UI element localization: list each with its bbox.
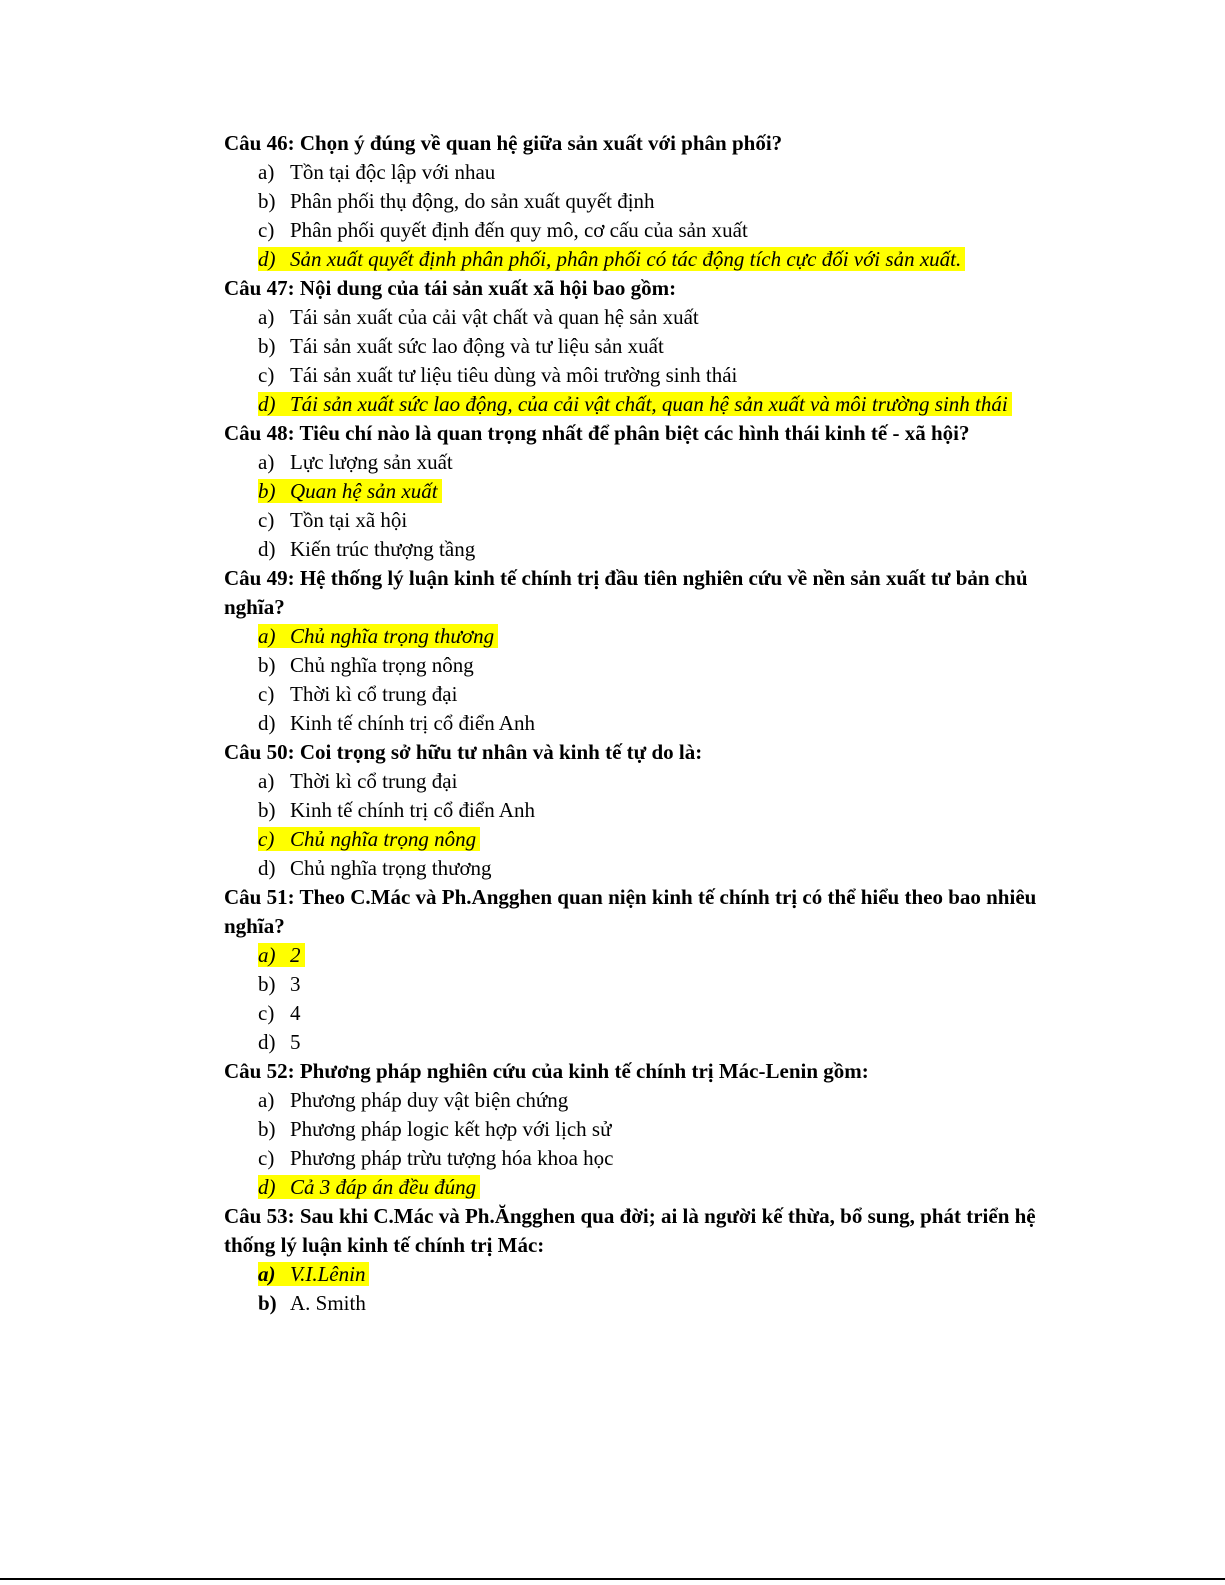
option-item [224,187,1074,216]
option-marker: d) [258,711,276,735]
option-text: A. Smith [290,1291,366,1315]
question-title: Câu 50: Coi trọng sở hữu tư nhân và kinh tế tự do là: [224,740,703,764]
option-list [224,767,1074,883]
option-content [258,334,664,358]
option-item [224,999,1074,1028]
option-text: Chủ nghĩa trọng nông [290,827,477,851]
option-list [224,1086,1074,1202]
option-text: Thời kì cổ trung đại [290,769,458,793]
option-text: Phương pháp logic kết hợp với lịch sử [290,1117,612,1141]
option-text: V.I.Lênin [290,1262,366,1286]
option-content [258,363,737,387]
question-block [224,738,1074,883]
option-item-correct [224,941,1074,970]
option-text: Phân phối thụ động, do sản xuất quyết định [290,189,655,213]
option-item [224,506,1074,535]
option-item [224,651,1074,680]
question-block [224,564,1074,738]
option-marker: c) [258,682,275,706]
option-list [224,1260,1074,1318]
option-text: Quan hệ sản xuất [290,479,438,503]
option-text: Tái sản xuất sức lao động và tư liệu sản xuất [290,334,664,358]
option-list [224,941,1074,1057]
option-content [258,856,492,880]
answer-highlight [258,827,480,851]
option-item [224,448,1074,477]
option-item [224,1086,1074,1115]
option-item-correct [224,825,1074,854]
question-title: Câu 49: Hệ thống lý luận kinh tế chính trị đầu tiên nghiên cứu về nền sản xuất tư bản chủ nghĩa? [224,566,1028,619]
option-item [224,535,1074,564]
option-marker: b) [258,334,276,358]
option-content [258,450,453,474]
option-marker: b) [258,189,276,213]
option-text: Tái sản xuất sức lao động, của cải vật chất, quan hệ sản xuất và môi trường sinh thái [290,392,1008,416]
option-item [224,1144,1074,1173]
option-list [224,622,1074,738]
question-list [224,129,1074,1318]
option-content [258,189,655,213]
option-item [224,970,1074,999]
option-item [224,796,1074,825]
option-marker: a) [258,305,275,329]
answer-highlight [258,943,305,967]
option-item [224,854,1074,883]
option-item [224,709,1074,738]
option-content [258,160,495,184]
option-item-correct [224,1260,1074,1289]
option-marker: d) [258,392,276,416]
option-text: 2 [290,943,301,967]
option-text: Chủ nghĩa trọng thương [290,856,492,880]
option-text: Chủ nghĩa trọng nông [290,653,474,677]
option-content [258,508,407,532]
option-text: Tái sản xuất tư liệu tiêu dùng và môi trường sinh thái [290,363,738,387]
answer-highlight [258,1175,480,1199]
question-block [224,129,1074,274]
option-marker: c) [258,363,275,387]
option-marker: c) [258,1001,275,1025]
question-block [224,419,1074,564]
option-marker: b) [258,798,276,822]
option-text: Tồn tại xã hội [290,508,408,532]
question-title: Câu 51: Theo C.Mác và Ph.Angghen quan niện kinh tế chính trị có thể hiểu theo bao nhiêu nghĩa? [224,885,1037,938]
option-marker: d) [258,537,276,561]
option-item [224,361,1074,390]
question-title: Câu 46: Chọn ý đúng về quan hệ giữa sản xuất với phân phối? [224,131,783,155]
option-marker: c) [258,218,275,242]
question-block [224,1202,1074,1318]
option-item [224,332,1074,361]
option-item [224,680,1074,709]
option-content [258,1291,366,1315]
option-content [258,972,301,996]
option-text: Phương pháp duy vật biện chứng [290,1088,569,1112]
option-marker: b) [258,1117,276,1141]
option-content [258,653,474,677]
option-marker: c) [258,827,275,851]
option-item [224,767,1074,796]
option-content [258,1117,611,1141]
option-text: Kinh tế chính trị cổ điển Anh [290,798,535,822]
option-item-correct [224,245,1074,274]
answer-highlight [258,392,1012,416]
option-marker: b) [258,479,276,503]
answer-highlight [258,479,442,503]
option-item-correct [224,622,1074,651]
option-item [224,1289,1074,1318]
option-marker: a) [258,624,276,648]
option-item [224,1115,1074,1144]
option-content [258,711,535,735]
option-marker: a) [258,943,276,967]
option-marker: a) [258,769,275,793]
option-marker: a) [258,1262,276,1286]
option-text: Cả 3 đáp án đều đúng [290,1175,477,1199]
question-block [224,1057,1074,1202]
option-marker: a) [258,1088,275,1112]
option-text: Kinh tế chính trị cổ điển Anh [290,711,535,735]
option-marker: d) [258,247,276,271]
option-marker: d) [258,856,276,880]
option-list [224,158,1074,274]
option-text: 4 [290,1001,301,1025]
option-text: Sản xuất quyết định phân phối, phân phối có tác động tích cực đối với sản xuất. [290,247,962,271]
option-text: Tồn tại độc lập với nhau [290,160,496,184]
option-content [258,218,748,242]
option-content [258,1001,301,1025]
option-content [258,1030,301,1054]
question-block [224,274,1074,419]
option-text: Phương pháp trừu tượng hóa khoa học [290,1146,614,1170]
option-content [258,798,535,822]
option-content [258,682,457,706]
question-block [224,883,1074,1057]
option-item [224,216,1074,245]
answer-highlight [258,624,498,648]
option-content [258,537,475,561]
option-text: Chủ nghĩa trọng thương [290,624,495,648]
option-content [258,769,457,793]
option-text: Thời kì cổ trung đại [290,682,458,706]
option-text: Phân phối quyết định đến quy mô, cơ cấu của sản xuất [290,218,748,242]
option-list [224,448,1074,564]
question-title: Câu 52: Phương pháp nghiên cứu của kinh tế chính trị Mác-Lenin gồm: [224,1059,869,1083]
option-marker: c) [258,508,275,532]
option-list [224,303,1074,419]
option-text: 5 [290,1030,301,1054]
option-text: 3 [290,972,301,996]
answer-highlight [258,247,965,271]
option-marker: a) [258,160,275,184]
option-item-correct [224,390,1074,419]
option-item [224,303,1074,332]
page-bottom-rule [0,1578,1225,1580]
option-marker: b) [258,653,276,677]
question-title: Câu 53: Sau khi C.Mác và Ph.Ăngghen qua đời; ai là người kế thừa, bổ sung, phát triển hệ thống lý luận kinh tế chính trị Mác: [224,1204,1036,1257]
option-marker: b) [258,1291,277,1315]
option-content [258,1146,613,1170]
option-text: Tái sản xuất của cải vật chất và quan hệ sản xuất [290,305,699,329]
option-item-correct [224,477,1074,506]
question-title: Câu 47: Nội dung của tái sản xuất xã hội bao gồm: [224,276,677,300]
option-marker: b) [258,972,276,996]
option-marker: a) [258,450,275,474]
answer-highlight [258,1262,369,1286]
option-text: Kiến trúc thượng tầng [290,537,476,561]
option-marker: d) [258,1175,276,1199]
option-text: Lực lượng sản xuất [290,450,453,474]
option-content [258,305,699,329]
option-item-correct [224,1173,1074,1202]
option-marker: c) [258,1146,275,1170]
option-content [258,1088,568,1112]
option-marker: d) [258,1030,276,1054]
option-item [224,158,1074,187]
question-title: Câu 48: Tiêu chí nào là quan trọng nhất để phân biệt các hình thái kinh tế - xã hội? [224,421,970,445]
option-item [224,1028,1074,1057]
